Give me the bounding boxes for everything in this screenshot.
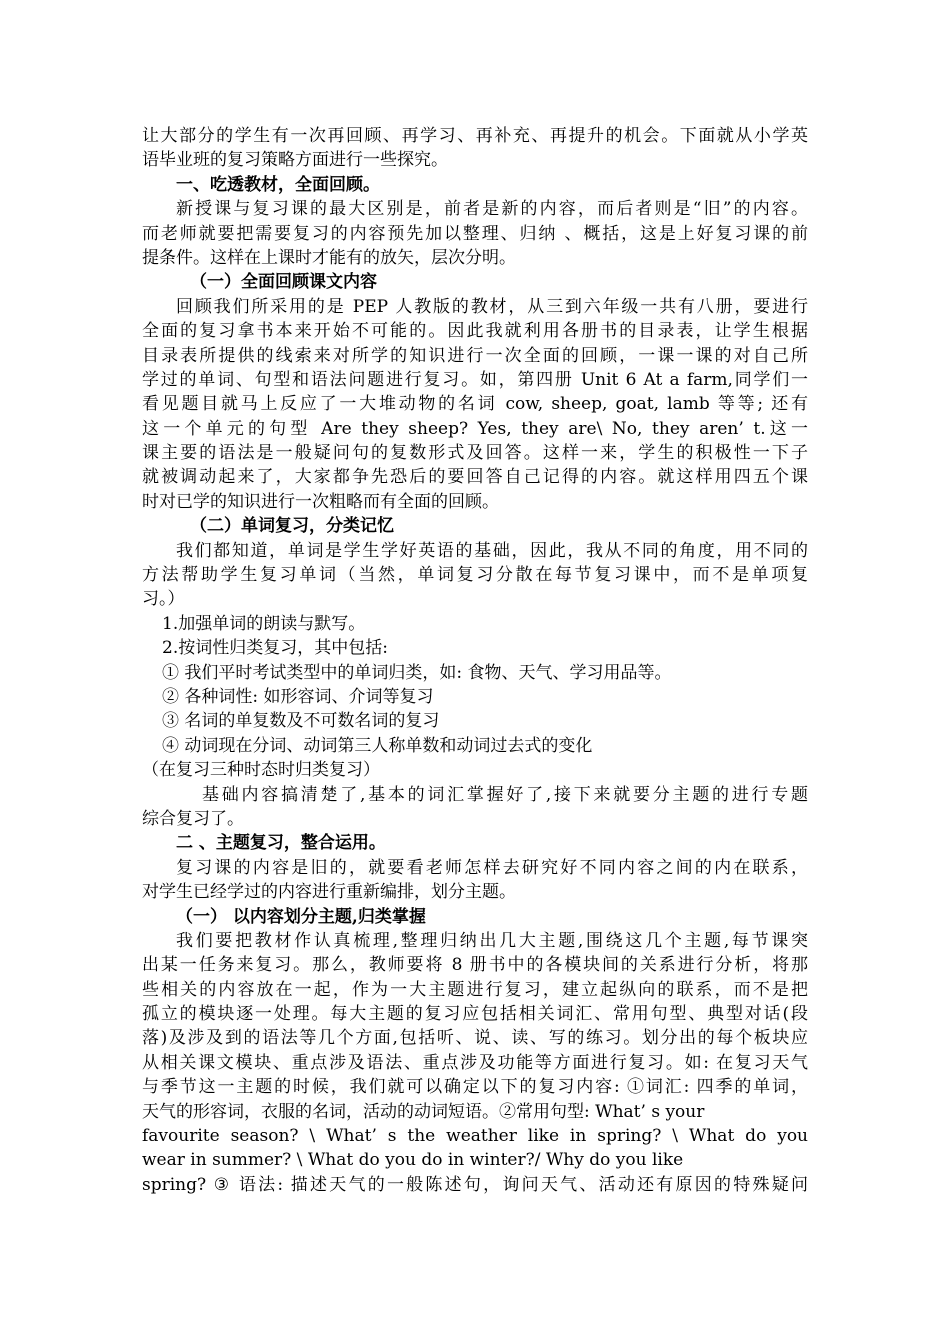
paragraph-line: 基础内容搞清楚了,基本的词汇掌握好了,接下来就要分主题的进行专题 xyxy=(202,784,808,805)
paragraph-line: 学过的单词、句型和语法问题进行复习。如，第四册 Unit 6 At a farm,同学们一 xyxy=(142,369,808,390)
paragraph-line: wear in summer? \ What do you do in winter?/ Why do you like xyxy=(142,1150,684,1171)
list-item: ② 各种词性: 如形容词、介词等复习 xyxy=(162,686,434,707)
list-item: 1.加强单词的朗读与默写。 xyxy=(162,613,366,634)
list-item: ④ 动词现在分词、动词第三人称单数和动词过去式的变化 xyxy=(162,735,593,756)
paragraph-line: spring? ③ 语法: 描述天气的一般陈述句，询问天气、活动还有原因的特殊疑问 xyxy=(142,1174,808,1195)
paragraph-line: 让大部分的学生有一次再回顾、再学习、再补充、再提升的机会。下面就从小学英 xyxy=(142,126,808,146)
paragraph-line: favourite season? \ What’ s the weather like in spring? \ What do you xyxy=(142,1126,808,1147)
list-item: 2.按词性归类复习，其中包括: xyxy=(162,638,388,659)
paragraph-line: 对学生已经学过的内容进行重新编排，划分主题。 xyxy=(142,882,516,903)
paragraph-line: 些相关的内容放在一起，作为一大主题进行复习，建立起纵向的联系，而不是把 xyxy=(142,979,808,1000)
paragraph-line: 回顾我们所采用的是 PEP 人教版的教材，从三到六年级一共有八册，要进行 xyxy=(176,296,808,317)
paragraph-line: 习。） xyxy=(142,589,185,610)
paragraph-line: （在复习三种时态时归类复习） xyxy=(142,760,380,781)
paragraph-line: 天气的形容词，衣服的名词，活动的动词短语。②常用句型: What’ s your xyxy=(142,1101,705,1122)
document-body xyxy=(142,124,808,1197)
paragraph-line: 这一个单元的句型 Are they sheep? Yes, they are\ No, they aren’ t.这一 xyxy=(142,418,808,439)
list-item: ③ 名词的单复数及不可数名词的复习 xyxy=(162,711,440,732)
paragraph-line: 复习课的内容是旧的，就要看老师怎样去研究好不同内容之间的内在联系， xyxy=(176,857,808,878)
paragraph-line: 出某一任务来复习。那么，教师要将 8 册书中的各模块间的关系进行分析，将那 xyxy=(142,955,808,976)
paragraph-line: 而老师就要把需要复习的内容预先加以整理、归纳 、概括，这是上好复习课的前 xyxy=(142,223,808,244)
paragraph-line: 与季节这一主题的时候，我们就可以确定以下的复习内容: ①词汇: 四季的单词， xyxy=(142,1077,808,1098)
paragraph-line: 课主要的语法是一般疑问句的复数形式及回答。这样一来，学生的积极性一下子 xyxy=(142,443,808,464)
paragraph-line: 就被调动起来了，大家都争先恐后的要回答自己记得的内容。就这样用四五个课 xyxy=(142,467,808,488)
paragraph-line: 我们要把教材作认真梳理,整理归纳出几大主题,围绕这几个主题,每节课突 xyxy=(176,930,808,951)
paragraph-line: 全面的复习拿书本来开始不可能的。因此我就利用各册书的目录表，让学生根据 xyxy=(142,321,808,342)
paragraph-line: 方法帮助学生复习单词（当然，单词复习分散在每节复习课中，而不是单项复 xyxy=(142,565,808,586)
paragraph-line: 目录表所提供的线索来对所学的知识进行一次全面的回顾，一课一课的对自己所 xyxy=(142,345,808,366)
paragraph-line: 提条件。这样在上课时才能有的放矢，层次分明。 xyxy=(142,247,516,268)
section-heading: 一、吃透教材，全面回顾。 xyxy=(176,174,380,195)
paragraph-line: 时对已学的知识进行一次粗略而有全面的回顾。 xyxy=(142,491,499,512)
paragraph-line: 语毕业班的复习策略方面进行一些探究。 xyxy=(142,150,448,171)
paragraph-line: 综合复习了。 xyxy=(142,808,244,829)
list-item: ① 我们平时考试类型中的单词归类，如: 食物、天气、学习用品等。 xyxy=(162,662,672,683)
paragraph-line: 我们都知道，单词是学生学好英语的基础，因此，我从不同的角度，用不同的 xyxy=(176,540,808,561)
paragraph-line: 孤立的模块逐一处理。每大主题的复习应包括相关词汇、常用句型、典型对话(段 xyxy=(142,1004,808,1025)
paragraph-line: 看见题目就马上反应了一大堆动物的名词 cow, sheep, goat, lamb 等等; 还有 xyxy=(142,394,808,415)
section-heading: 二 、主题复习，整合运用。 xyxy=(176,833,386,854)
subsection-heading: （二）单词复习，分类记忆 xyxy=(190,516,394,537)
paragraph-line: 从相关课文模块、重点涉及语法、重点涉及功能等方面进行复习。如: 在复习天气 xyxy=(142,1052,808,1073)
subsection-heading: （一）全面回顾课文内容 xyxy=(190,272,377,293)
paragraph-line: 落)及涉及到的语法等几个方面,包括听、说、读、写的练习。划分出的每个板块应 xyxy=(142,1028,808,1049)
paragraph-line: 新授课与复习课的最大区别是，前者是新的内容，而后者则是“旧”的内容。 xyxy=(176,199,808,220)
subsection-heading: （一） 以内容划分主题,归类掌握 xyxy=(176,906,426,927)
